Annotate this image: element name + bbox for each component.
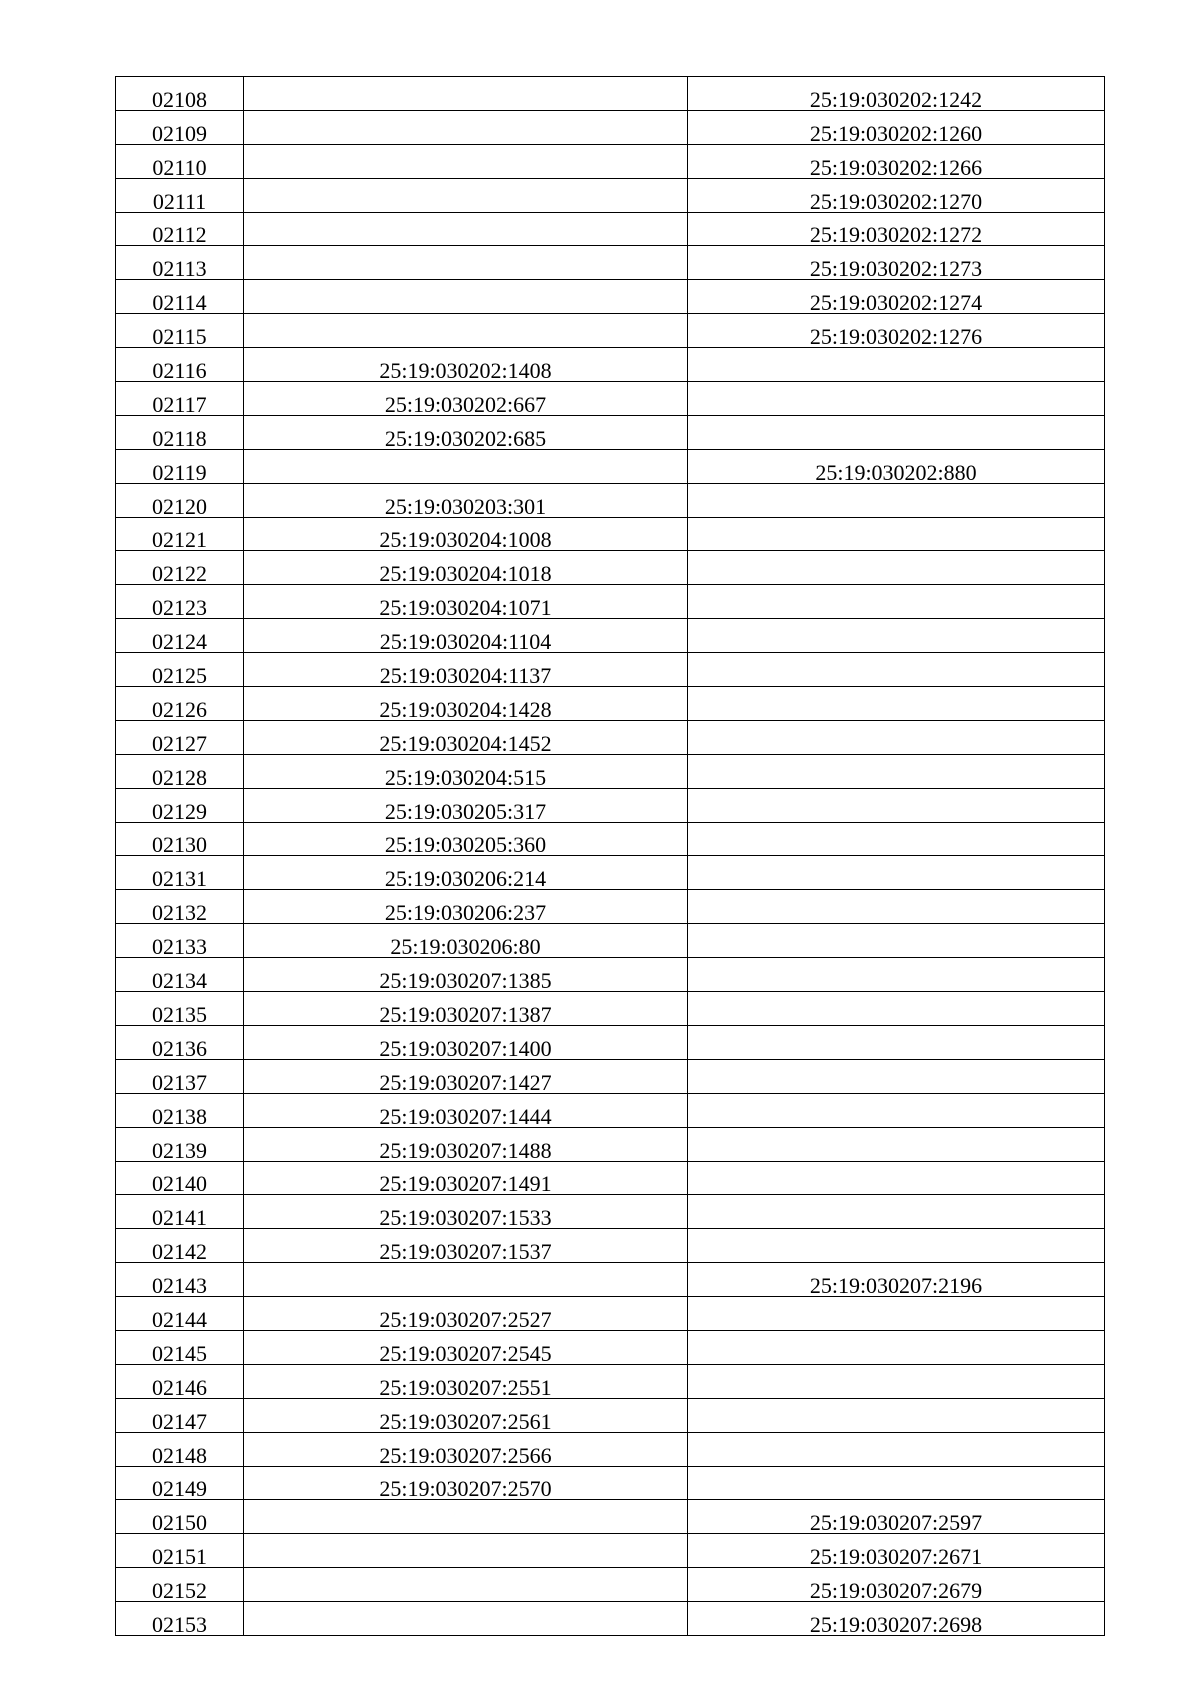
cadastral-number-cell-a-text: 25:19:030204:515: [384, 764, 547, 790]
table-row: [116, 1127, 1105, 1161]
cadastral-number-cell-a: [244, 449, 688, 483]
cadastral-number-cell-a-text: 25:19:030207:1385: [379, 968, 552, 994]
table-row: [116, 1466, 1105, 1500]
row-number-cell: [116, 856, 244, 890]
cadastral-number-cell-a-text: 25:19:030204:1452: [379, 730, 552, 756]
cadastral-number-cell-b-text: 25:19:030202:1266: [809, 154, 983, 180]
row-number-cell: [116, 144, 244, 178]
table-row: [116, 1364, 1105, 1398]
cadastral-number-cell-b-text: 25:19:030202:1276: [809, 324, 983, 350]
table-row: [116, 1500, 1105, 1534]
row-number-cell-text: 02115: [152, 324, 207, 350]
cadastral-number-cell-a: [244, 1534, 688, 1568]
row-number-cell-text: 02143: [152, 1273, 207, 1299]
cadastral-number-cell-b: [688, 890, 1105, 924]
cadastral-number-cell-b: [688, 1432, 1105, 1466]
row-number-cell: [116, 890, 244, 924]
table-row: [116, 314, 1105, 348]
row-number-cell-text: 02116: [152, 358, 207, 384]
cadastral-number-cell-a: [244, 1500, 688, 1534]
cadastral-number-cell-a: [244, 1195, 688, 1229]
table-row: [116, 1534, 1105, 1568]
row-number-cell: [116, 280, 244, 314]
cadastral-number-cell-b: [688, 178, 1105, 212]
cadastral-number-cell-a-text: 25:19:030205:360: [384, 832, 547, 858]
row-number-cell: [116, 1330, 244, 1364]
cadastral-number-cell-b: [688, 1195, 1105, 1229]
row-number-cell: [116, 924, 244, 958]
cadastral-number-cell-a: [244, 1432, 688, 1466]
cadastral-number-cell-b: [688, 314, 1105, 348]
row-number-cell-text: 02133: [152, 934, 207, 960]
row-number-cell: [116, 178, 244, 212]
row-number-cell-text: 02113: [152, 256, 207, 282]
table-row: [116, 1568, 1105, 1602]
row-number-cell-text: 02144: [152, 1306, 207, 1332]
cadastral-number-cell-a-text: 25:19:030203:301: [384, 493, 547, 519]
table-row: [116, 1229, 1105, 1263]
table-row: [116, 958, 1105, 992]
row-number-cell-text: 02148: [152, 1442, 207, 1468]
cadastral-number-cell-b-text: 25:19:030202:1260: [809, 120, 983, 146]
row-number-cell: [116, 720, 244, 754]
cadastral-number-cell-b: [688, 1161, 1105, 1195]
cadastral-number-cell-b-text: 25:19:030202:1273: [809, 256, 983, 282]
cadastral-number-cell-a: [244, 77, 688, 111]
table-row: [116, 720, 1105, 754]
row-number-cell: [116, 822, 244, 856]
table-row: [116, 788, 1105, 822]
row-number-cell: [116, 551, 244, 585]
cadastral-number-cell-b: [688, 754, 1105, 788]
cadastral-number-cell-a: [244, 924, 688, 958]
cadastral-number-cell-b: [688, 1059, 1105, 1093]
cadastral-number-cell-b: [688, 1602, 1105, 1636]
row-number-cell: [116, 348, 244, 382]
row-number-cell: [116, 212, 244, 246]
cadastral-number-cell-b: [688, 1229, 1105, 1263]
table-row: [116, 1161, 1105, 1195]
cadastral-number-cell-a: [244, 1127, 688, 1161]
row-number-cell-text: 02152: [152, 1578, 207, 1604]
cadastral-number-cell-a: [244, 1398, 688, 1432]
table-row: [116, 1059, 1105, 1093]
row-number-cell-text: 02119: [152, 459, 207, 485]
row-number-cell: [116, 754, 244, 788]
cadastral-number-cell-a: [244, 856, 688, 890]
cadastral-number-cell-b: [688, 958, 1105, 992]
cadastral-number-cell-b: [688, 1466, 1105, 1500]
row-number-cell-text: 02121: [152, 527, 207, 553]
row-number-cell-text: 02140: [152, 1171, 207, 1197]
row-number-cell-text: 02130: [152, 832, 207, 858]
cadastral-number-cell-a: [244, 720, 688, 754]
cadastral-number-cell-a-text: 25:19:030207:2527: [379, 1306, 552, 1332]
table-row: [116, 1432, 1105, 1466]
row-number-cell: [116, 1466, 244, 1500]
cadastral-number-cell-a-text: 25:19:030202:667: [384, 391, 547, 417]
cadastral-number-cell-b: [688, 449, 1105, 483]
cadastral-number-cell-a: [244, 212, 688, 246]
row-number-cell: [116, 449, 244, 483]
table-row: [116, 348, 1105, 382]
cadastral-number-cell-b: [688, 382, 1105, 416]
row-number-cell-text: 02111: [152, 188, 207, 214]
cadastral-number-cell-a: [244, 483, 688, 517]
row-number-cell: [116, 1093, 244, 1127]
cadastral-number-cell-b: [688, 1127, 1105, 1161]
table-row: [116, 1297, 1105, 1331]
cadastral-number-cell-b-text: 25:19:030202:1272: [809, 222, 983, 248]
cadastral-number-cell-b-text: 25:19:030202:1242: [809, 86, 983, 112]
cadastral-number-cell-a: [244, 754, 688, 788]
cadastral-number-cell-a: [244, 1229, 688, 1263]
row-number-cell-text: 02126: [152, 696, 207, 722]
cadastral-number-cell-a: [244, 1602, 688, 1636]
row-number-cell-text: 02147: [152, 1408, 207, 1434]
cadastral-number-cell-b: [688, 924, 1105, 958]
cadastral-number-cell-b: [688, 1500, 1105, 1534]
table-row: [116, 754, 1105, 788]
cadastral-number-cell-b: [688, 212, 1105, 246]
cadastral-number-cell-b: [688, 1263, 1105, 1297]
cadastral-number-cell-b: [688, 856, 1105, 890]
cadastral-number-cell-a: [244, 1093, 688, 1127]
row-number-cell: [116, 1500, 244, 1534]
cadastral-number-cell-b: [688, 720, 1105, 754]
cadastral-number-cell-b: [688, 1093, 1105, 1127]
cadastral-number-cell-a: [244, 144, 688, 178]
cadastral-number-cell-a: [244, 822, 688, 856]
cadastral-number-cell-a-text: 25:19:030207:1444: [379, 1103, 552, 1129]
row-number-cell: [116, 77, 244, 111]
table-row: [116, 1398, 1105, 1432]
cadastral-number-cell-a-text: 25:19:030202:1408: [379, 358, 552, 384]
row-number-cell: [116, 1398, 244, 1432]
row-number-cell-text: 02110: [152, 154, 207, 180]
cadastral-number-cell-a: [244, 1568, 688, 1602]
cadastral-number-cell-b: [688, 144, 1105, 178]
row-number-cell: [116, 1263, 244, 1297]
cadastral-number-cell-b: [688, 1297, 1105, 1331]
cadastral-number-cell-b-text: 25:19:030202:1274: [809, 290, 983, 316]
table-row: [116, 212, 1105, 246]
row-number-cell-text: 02145: [152, 1340, 207, 1366]
cadastral-number-cell-b: [688, 483, 1105, 517]
cadastral-number-cell-a-text: 25:19:030204:1018: [379, 561, 552, 587]
row-number-cell: [116, 1195, 244, 1229]
cadastral-number-cell-a-text: 25:19:030207:2570: [379, 1476, 552, 1502]
row-number-cell: [116, 517, 244, 551]
table-row: [116, 551, 1105, 585]
row-number-cell-text: 02136: [152, 1035, 207, 1061]
cadastral-number-cell-a: [244, 110, 688, 144]
cadastral-number-cell-b: [688, 822, 1105, 856]
table-row: [116, 687, 1105, 721]
row-number-cell-text: 02146: [152, 1374, 207, 1400]
row-number-cell-text: 02131: [152, 866, 207, 892]
cadastral-number-cell-a-text: 25:19:030207:1537: [379, 1239, 552, 1265]
cadastral-number-cell-b: [688, 653, 1105, 687]
cadastral-number-cell-a: [244, 1330, 688, 1364]
table-row: [116, 449, 1105, 483]
row-number-cell-text: 02109: [152, 120, 207, 146]
cadastral-number-cell-a-text: 25:19:030207:1491: [379, 1171, 552, 1197]
row-number-cell: [116, 1229, 244, 1263]
row-number-cell: [116, 1534, 244, 1568]
row-number-cell-text: 02118: [152, 425, 207, 451]
cadastral-number-cell-b: [688, 551, 1105, 585]
cadastral-number-cell-a: [244, 280, 688, 314]
row-number-cell-text: 02150: [152, 1510, 207, 1536]
cadastral-number-cell-a-text: 25:19:030204:1137: [379, 663, 552, 689]
row-number-cell-text: 02112: [152, 222, 207, 248]
cadastral-number-cell-a-text: 25:19:030204:1008: [379, 527, 552, 553]
cadastral-number-cell-a-text: 25:19:030206:80: [390, 934, 541, 960]
cadastral-number-cell-a-text: 25:19:030207:1488: [379, 1137, 552, 1163]
table-row: [116, 924, 1105, 958]
table-row: [116, 517, 1105, 551]
cadastral-number-cell-b-text: 25:19:030207:2698: [809, 1611, 983, 1637]
cadastral-number-cell-b: [688, 415, 1105, 449]
row-number-cell: [116, 483, 244, 517]
cadastral-number-cell-a: [244, 788, 688, 822]
cadastral-number-cell-b-text: 25:19:030207:2597: [809, 1510, 983, 1536]
cadastral-number-cell-a-text: 25:19:030207:2551: [379, 1374, 552, 1400]
row-number-cell: [116, 619, 244, 653]
table-row: [116, 144, 1105, 178]
cadastral-number-cell-b-text: 25:19:030207:2671: [809, 1544, 983, 1570]
table-row: [116, 1093, 1105, 1127]
row-number-cell: [116, 958, 244, 992]
cadastral-number-cell-a: [244, 1059, 688, 1093]
cadastral-number-cell-a: [244, 1263, 688, 1297]
row-number-cell: [116, 1568, 244, 1602]
cadastral-number-cell-a: [244, 1025, 688, 1059]
row-number-cell-text: 02153: [152, 1611, 207, 1637]
row-number-cell: [116, 1364, 244, 1398]
cadastral-number-cell-b-text: 25:19:030207:2196: [809, 1273, 983, 1299]
cadastral-number-cell-a: [244, 415, 688, 449]
cadastral-number-cell-b: [688, 992, 1105, 1026]
row-number-cell-text: 02134: [152, 968, 207, 994]
cadastral-number-cell-a-text: 25:19:030204:1104: [379, 629, 552, 655]
table-row: [116, 246, 1105, 280]
cadastral-number-cell-a-text: 25:19:030204:1428: [379, 696, 552, 722]
table-row: [116, 178, 1105, 212]
row-number-cell: [116, 110, 244, 144]
row-number-cell-text: 02142: [152, 1239, 207, 1265]
table-row: [116, 415, 1105, 449]
cadastral-number-cell-b: [688, 1025, 1105, 1059]
table-row: [116, 1602, 1105, 1636]
table-row: [116, 280, 1105, 314]
cadastral-number-cell-b: [688, 585, 1105, 619]
row-number-cell: [116, 585, 244, 619]
table-row: [116, 382, 1105, 416]
cadastral-number-cell-b: [688, 280, 1105, 314]
cadastral-number-cell-b: [688, 246, 1105, 280]
table-row: [116, 992, 1105, 1026]
row-number-cell: [116, 415, 244, 449]
row-number-cell: [116, 1432, 244, 1466]
table-row: [116, 110, 1105, 144]
table-row: [116, 822, 1105, 856]
row-number-cell: [116, 246, 244, 280]
row-number-cell-text: 02127: [152, 730, 207, 756]
cadastral-number-cell-b: [688, 788, 1105, 822]
row-number-cell: [116, 653, 244, 687]
cadastral-number-cell-a-text: 25:19:030205:317: [384, 798, 547, 824]
row-number-cell-text: 02139: [152, 1137, 207, 1163]
row-number-cell: [116, 1025, 244, 1059]
cadastral-number-cell-b: [688, 619, 1105, 653]
cadastral-number-cell-a: [244, 653, 688, 687]
cadastral-number-cell-b: [688, 1534, 1105, 1568]
row-number-cell: [116, 687, 244, 721]
cadastral-number-cell-b: [688, 687, 1105, 721]
table-row: [116, 856, 1105, 890]
table-row: [116, 585, 1105, 619]
row-number-cell-text: 02125: [152, 663, 207, 689]
row-number-cell: [116, 1161, 244, 1195]
row-number-cell-text: 02120: [152, 493, 207, 519]
table-row: [116, 1195, 1105, 1229]
cadastral-number-cell-a: [244, 992, 688, 1026]
row-number-cell-text: 02137: [152, 1069, 207, 1095]
cadastral-number-cell-a: [244, 382, 688, 416]
row-number-cell: [116, 1297, 244, 1331]
cadastral-number-cell-a: [244, 1364, 688, 1398]
row-number-cell-text: 02132: [152, 900, 207, 926]
cadastral-number-cell-b-text: 25:19:030202:1270: [809, 188, 983, 214]
cadastral-number-cell-b: [688, 77, 1105, 111]
row-number-cell-text: 02135: [152, 1001, 207, 1027]
cadastral-number-cell-a: [244, 1466, 688, 1500]
row-number-cell-text: 02138: [152, 1103, 207, 1129]
cadastral-number-cell-a-text: 25:19:030207:1427: [379, 1069, 552, 1095]
cadastral-number-cell-a: [244, 246, 688, 280]
cadastral-number-cell-a-text: 25:19:030206:237: [384, 900, 547, 926]
cadastral-number-cell-a: [244, 1161, 688, 1195]
cadastral-number-cell-a-text: 25:19:030207:1387: [379, 1001, 552, 1027]
cadastral-number-cell-a: [244, 687, 688, 721]
cadastral-number-cell-b-text: 25:19:030207:2679: [809, 1578, 983, 1604]
cadastral-number-cell-a-text: 25:19:030207:2545: [379, 1340, 552, 1366]
row-number-cell-text: 02124: [152, 629, 207, 655]
cadastral-number-cell-b-text: 25:19:030202:880: [815, 459, 977, 485]
row-number-cell-text: 02108: [152, 86, 207, 112]
cadastral-number-cell-b: [688, 1364, 1105, 1398]
table-row: [116, 653, 1105, 687]
row-number-cell: [116, 1602, 244, 1636]
row-number-cell: [116, 314, 244, 348]
cadastral-number-cell-b: [688, 348, 1105, 382]
cadastral-number-cell-a: [244, 958, 688, 992]
row-number-cell-text: 02151: [152, 1544, 207, 1570]
cadastral-number-cell-a: [244, 314, 688, 348]
cadastral-number-cell-a-text: 25:19:030202:685: [384, 425, 547, 451]
cadastral-number-cell-a: [244, 1297, 688, 1331]
row-number-cell-text: 02122: [152, 561, 207, 587]
cadastral-number-cell-b: [688, 517, 1105, 551]
table-row: [116, 619, 1105, 653]
row-number-cell: [116, 788, 244, 822]
row-number-cell-text: 02128: [152, 764, 207, 790]
cadastral-number-cell-a: [244, 585, 688, 619]
cadastral-number-cell-a-text: 25:19:030207:1400: [379, 1035, 552, 1061]
row-number-cell-text: 02149: [152, 1476, 207, 1502]
row-number-cell: [116, 1127, 244, 1161]
cadastral-number-cell-b: [688, 1398, 1105, 1432]
cadastral-number-cell-a: [244, 619, 688, 653]
row-number-cell-text: 02123: [152, 595, 207, 621]
row-number-cell-text: 02141: [152, 1205, 207, 1231]
cadastral-number-cell-b: [688, 1330, 1105, 1364]
row-number-cell-text: 02114: [152, 290, 207, 316]
cadastral-number-cell-b: [688, 1568, 1105, 1602]
cadastral-number-cell-a: [244, 348, 688, 382]
cadastral-number-cell-a-text: 25:19:030204:1071: [379, 595, 552, 621]
table-row: [116, 1263, 1105, 1297]
table-row: [116, 1330, 1105, 1364]
cadastral-number-cell-a-text: 25:19:030207:2566: [379, 1442, 552, 1468]
row-number-cell: [116, 1059, 244, 1093]
cadastral-number-cell-a-text: 25:19:030206:214: [384, 866, 547, 892]
table-row: [116, 1025, 1105, 1059]
row-number-cell-text: 02117: [152, 391, 207, 417]
row-number-cell: [116, 382, 244, 416]
row-number-cell: [116, 992, 244, 1026]
cadastral-number-cell-b: [688, 110, 1105, 144]
cadastral-number-cell-a: [244, 178, 688, 212]
cadastral-number-cell-a-text: 25:19:030207:1533: [379, 1205, 552, 1231]
cadastral-number-cell-a: [244, 551, 688, 585]
table-row: [116, 483, 1105, 517]
row-number-cell-text: 02129: [152, 798, 207, 824]
cadastral-table: [115, 76, 1105, 1636]
cadastral-number-cell-a: [244, 890, 688, 924]
table-row: [116, 890, 1105, 924]
cadastral-number-cell-a-text: 25:19:030207:2561: [379, 1408, 552, 1434]
table-body: [116, 77, 1105, 1636]
table-row: [116, 77, 1105, 111]
cadastral-number-cell-a: [244, 517, 688, 551]
